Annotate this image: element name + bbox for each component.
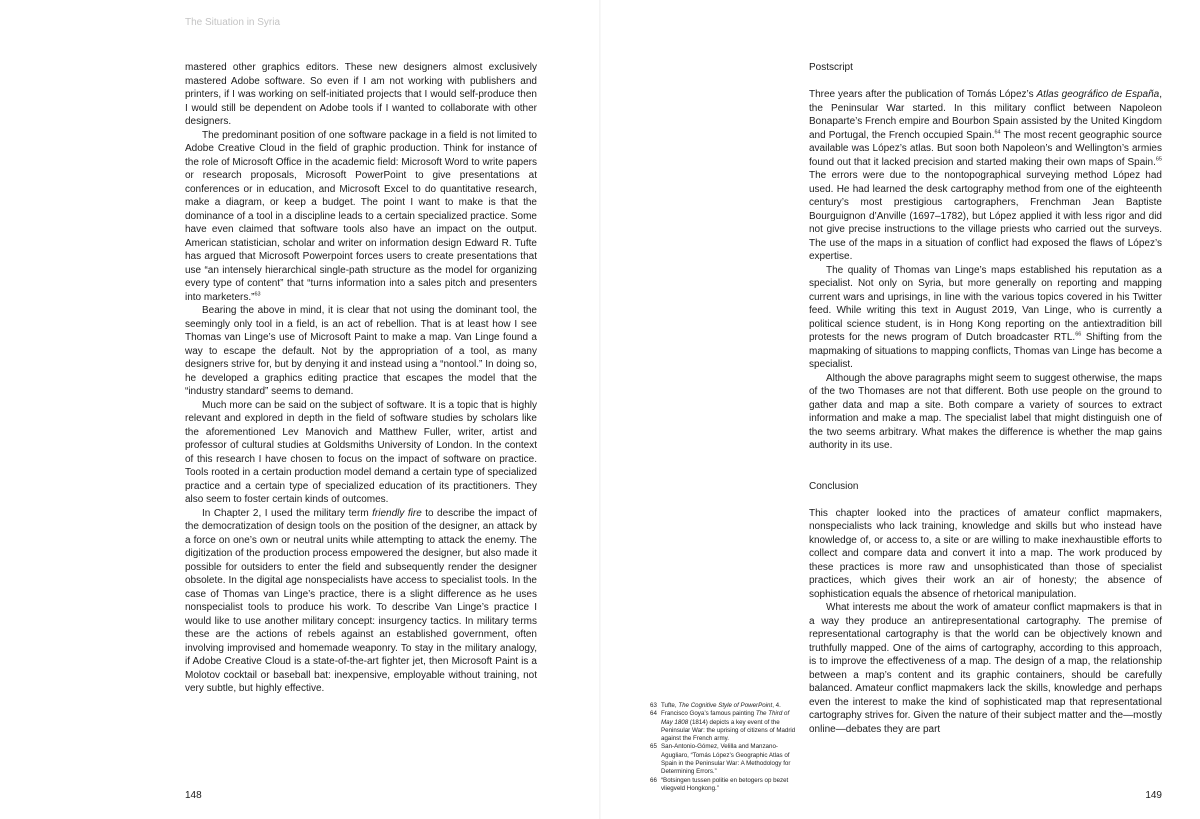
page-number-right: 149 (1145, 790, 1162, 801)
italic-term: friendly fire (372, 507, 422, 519)
footnotes (650, 702, 798, 793)
footnote (650, 710, 798, 743)
paragraph (185, 129, 537, 305)
footnote (650, 743, 798, 776)
page-number-left: 148 (185, 790, 202, 801)
right-page-body (809, 61, 1162, 736)
running-head: The Situation in Syria (185, 17, 281, 28)
paragraph: What interests me about the work of amateur conflict mapmakers is that in a way they produce an antirepresentational cartography. The premise of representational cartography is that the world can be objectively known and truthfully mapped. One of the aims of cartography, according to this approach, is to improve the effectiveness of a map. The design of a map, the relationship between a map’s content and its graphic containers, should be carefully balanced. Amateur conflict mapmakers lack the skills, knowledge and perhaps even the interest to make the kind of sophisticated map that representational cartography strives for. Given the nature of their subject matter and the—mostly online—debates they are part (809, 602, 1162, 735)
page-gutter (599, 0, 601, 819)
footnote-number: 63 (650, 702, 657, 709)
paragraph-text: Shifting from the mapmaking of situations to mapping conflicts, Thomas van Linge has become a specialist. (809, 332, 1162, 370)
paragraph: Although the above paragraphs might seem to suggest otherwise, the maps of the two Thomases are not that different. Both use people on the ground to gather data and map a site. Both compare a variety of sources to extract information and make a map. The specialist label that might distinguish one of the two seems arbitrary. What makes the difference is whether the map gains authority in its use. (809, 372, 1162, 451)
footnote-text: Francisco Goya’s famous painting The Third of May 1808 (1814) depicts a key event of the Peninsular War: the uprising of citizens of Madrid against the French army. (661, 710, 796, 743)
paragraph: Bearing the above in mind, it is clear that not using the dominant tool, the seemingly only tool in a field, is an act of rebellion. That is at least how I see Thomas van Linge’s use of Microsoft Paint to make a map. Van Linge found a way to escape the default. Not by the appropriation of a tool, as many designers strive for, but by denying it and instead using a “nontool.” In doing so, he developed a graphics editing practice that escapes the model that the “industry standard” seems to demand. (185, 305, 537, 397)
left-page-body (185, 61, 537, 696)
paragraph (809, 88, 1162, 264)
footnote-ref: 63 (254, 291, 261, 298)
paragraph-text: The most recent geographic source available was López’s atlas. But soon both Napoleon’s and Wellington’s armies found out that it lacked precision and started making their own maps of Spain. (809, 129, 1162, 168)
paragraph (185, 507, 537, 696)
paragraph: Much more can be said on the subject of software. It is a topic that is highly relevant and explored in depth in the field of software studies by scholars like the aforementioned Lev Manovich and Matthew Fuller, writer, artist and professor of cultural studies at Goldsmiths University of London. In the context of this research I have chosen to focus on the impact of software on practice. Tools rooted in a certain production model demand a certain type of specialized practice and a certain type of specialized education of its practitioners. They also seem to foster certain kinds of outcomes. (185, 399, 537, 505)
footnote-ref: 65 (1155, 156, 1162, 163)
paragraph: This chapter looked into the practices of amateur conflict mapmakers, nonspecialists who lack training, knowledge and skills but who instead have knowledge of, or access to, a site or are willing to make inexhaustible efforts to collect and compare data and convert it into a map. The work produced by these practices is more raw and unsophisticated than those of specialist practices, which gives their work an air of honesty; the absence of sophistication equals the absence of rhetorical manipulation. (809, 507, 1162, 600)
footnote-number: 64 (650, 710, 657, 718)
section-heading-postscript: Postscript (809, 62, 853, 73)
paragraph-text: The predominant position of one software package in a field is not limited to Adobe Creative Cloud in the field of graphic production. Think for instance of the role of Microsoft Office in the academic field: Microsoft Word to write papers or research proposals, Microsoft PowerPoint to give presentations at conferences or in education, and Microsoft Excel to do quantitative research, make a diagram, or keep a budget. The point I want to make is that the dominance of a tool in a discipline leads to a certain specialized practice. Some have even claimed that software tools also have an impact on the output. American statistician, scholar and writer on information design Edward R. Tufte has argued that Microsoft Powerpoint forces users to create presentations that use “an intensely hierarchical single-path structure as the model for organizing every type of content” that “turns information into a sales pitch and presenters into marketers.” (185, 129, 537, 303)
footnote-number: 66 (650, 776, 657, 784)
paragraph-text: The quality of Thomas van Linge’s maps established his reputation as a specialist. Not only on Syria, but more generally on reporting and mapping current wars and uprisings, in line with the various topics covered in his Twitter feed. While writing this text in August 2019, Van Linge, who is currently a political science student, is in Hong Kong reporting on the antiextradition bill protests for the news program of Dutch broadcaster RTL. (809, 264, 1162, 343)
footnote-ref: 64 (994, 129, 1001, 136)
footnote (650, 702, 798, 710)
paragraph: mastered other graphics editors. These new designers almost exclusively mastered Adobe software. So even if I am not working with publishers and printers, if I was working on self-initiated projects that I would self-produce then I would still be dependent on Adobe tools if I wanted to collaborate with other designers. (185, 62, 537, 127)
footnote-number: 65 (650, 743, 657, 751)
footnote-text: San-Antonio-Gómez, Velilla and Manzano-Agugliaro, “Tomás López’s Geographic Atlas of Spain in the Peninsular War: A Methodology for Determining Errors.” (661, 743, 791, 776)
paragraph (809, 264, 1162, 372)
section-gap (809, 453, 1162, 480)
italic-title: Atlas geográfico de España (1036, 89, 1160, 100)
paragraph-text: Three years after the publication of Tomás López’s (809, 89, 1034, 100)
footnote-text: “Botsingen tussen politie en betogers op bezet vliegveld Hongkong.” (661, 776, 789, 792)
section-heading-conclusion: Conclusion (809, 480, 859, 492)
paragraph-text: to describe the impact of the democratization of design tools on the position of the designer, an attack by a force on one’s own or neutral units while attempting to attack the enemy. The digitization of the production process empowered the designer, but also made it possible for outsiders to enter the field and subsequently render the designer obsolete. In the digital age nonspecialists have access to specialist tools. In the case of Thomas van Linge’s practice, there is a slight difference as he uses nonspecialist tools to produce his work. To describe Van Linge’s practice I would like to use another military concept: insurgency tactics. In military terms these are the actions of rebels against an established government, often involving improvised and homemade weaponry. To stay in the military analogy, if Adobe Creative Cloud is a state-of-the-art fighter jet, then Microsoft Paint is a Molotov cocktail or baseball bat: inexpensive, employable without training, not very subtle, but highly effective. (185, 507, 537, 694)
paragraph-text: , the Peninsular War started. In this military conflict between Napoleon Bonaparte’s French empire and Bourbon Spain assisted by the United Kingdom and Portugal, the French occupied Spain. (809, 89, 1163, 141)
footnote-text: Tufte, The Cognitive Style of PowerPoint, 4. (661, 702, 781, 709)
paragraph-text: The errors were due to the nontopographical surveying method López had used. He had learned the desk cartography method from one of the eighteenth century’s most prestigious cartographers, Frenchman Jean Baptiste Bourguignon d’Anville (1697–1782), but López applied it with less rigor and did not give precise instructions to the village priests who carried out the surveys. The use of the maps in a situation of conflict had exposed the flaws of López’s expertise. (809, 170, 1162, 262)
footnote-ref: 66 (1075, 331, 1082, 338)
paragraph-text: In Chapter 2, I used the military term (202, 507, 369, 519)
footnote (650, 777, 798, 794)
